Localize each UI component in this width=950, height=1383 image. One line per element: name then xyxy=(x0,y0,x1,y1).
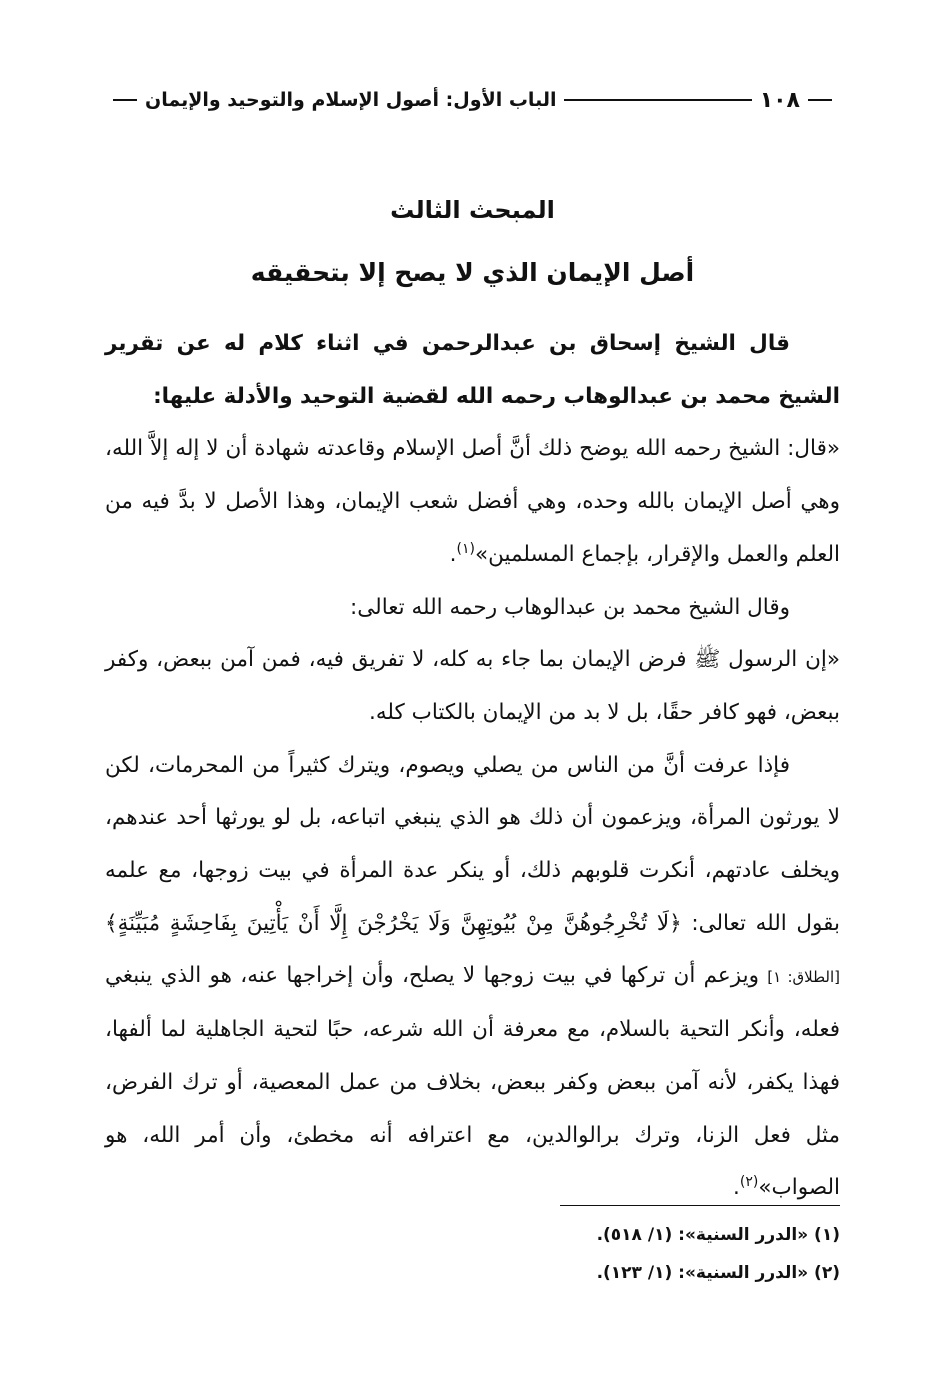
quote-paragraph-2: «إن الرسول ﷺ فرض الإيمان بما جاء به كله، لا تفريق فيه، فمن آمن ببعض، وكفر ببعض، فهو كافر حقًا، بل لا بد من الإيمان بالكتاب كله. xyxy=(105,647,840,725)
header-dash-left xyxy=(113,99,137,101)
footnote-separator xyxy=(560,1205,840,1206)
surah-reference: [الطلاق: ١] xyxy=(767,968,841,987)
header-rule xyxy=(564,99,751,101)
section-title: أصل الإيمان الذي لا يصح إلا بتحقيقه xyxy=(250,258,695,287)
footnote-1: (١) «الدرر السنية»: (١/ ٥١٨). xyxy=(596,1225,840,1245)
intro-paragraph: قال الشيخ إسحاق بن عبدالرحمن في اثناء كلام له عن تقرير الشيخ محمد بن عبدالوهاب رحمه الله لقضية التوحيد والأدلة عليها: xyxy=(105,331,840,409)
footnote-2: (٢) «الدرر السنية»: (١/ ١٢٣). xyxy=(596,1263,840,1283)
page-number: ١٠٨ xyxy=(759,87,800,113)
quote-paragraph-1 xyxy=(105,423,840,581)
quote-1-end: . xyxy=(449,541,457,567)
book-page xyxy=(105,0,840,1383)
section-label: المبحث الثالث xyxy=(390,196,555,224)
quote-1-text: «قال: الشيخ رحمه الله يوضح ذلك أنَّ أصل الإسلام وقاعدته شهادة أن لا إله إلاَّ الله، وهي أصل الإيمان بالله وحده، وهي أفضل شعب الإيمان، وهذا الأصل لا بدَّ فيه من العلم والعمل والإقرار، بإجماع المسلمين» xyxy=(105,436,840,567)
footnote-ref-1: (١) xyxy=(456,540,475,557)
para-3-end: . xyxy=(733,1175,740,1201)
chapter-title: الباب الأول: أصول الإسلام والتوحيد والإيمان xyxy=(145,89,557,111)
footnotes xyxy=(105,1216,840,1292)
para-3-after: ويزعم أن تركها في بيت زوجها لا يصلح، وأن إخراجها عنه، هو الذي ينبغي فعله، وأنكر التحية بالسلام، مع معرفة أن الله شرعه، حبًا لتحية الجاهلية لما ألفها، فهذا يكفر، لأنه آمن ببعض وكفر ببعض، بخلاف من عمل المعصية، أو ترك الفرض، مثل فعل الزنا، وترك برالوالدين، مع اعترافه أنه مخطئ، وأن أمر الله، هو الصواب» xyxy=(105,963,840,1201)
body-text xyxy=(105,318,840,1215)
para-3-before: فإذا عرفت أنَّ من الناس من يصلي ويصوم، ويترك كثيراً من المحرمات، لكن لا يورثون المرأة، ويزعمون أن ذلك هو الذي ينبغي اتباعه، بل لو يورثها أحد عندهم، ويخلف عادتهم، أنكرت قلوبهم ذلك، أو ينكر عدة المرأة في بيت زوجها، مع علمه بقول الله تعالى: xyxy=(105,752,840,936)
running-header xyxy=(105,76,840,124)
quote-paragraph-3 xyxy=(105,740,840,1215)
quran-verse: ﴿لَا تُخْرِجُوهُنَّ مِنْ بُيُوتِهِنَّ وَلَا يَخْرُجْنَ إِلَّا أَنْ يَأْتِينَ بِفَاحِشَةٍ مُبَيِّنَةٍ﴾ xyxy=(105,910,682,936)
second-intro-paragraph: وقال الشيخ محمد بن عبدالوهاب رحمه الله تعالى: xyxy=(350,594,790,620)
header-dash-right xyxy=(808,99,832,101)
footnote-ref-2: (٢) xyxy=(739,1174,759,1191)
